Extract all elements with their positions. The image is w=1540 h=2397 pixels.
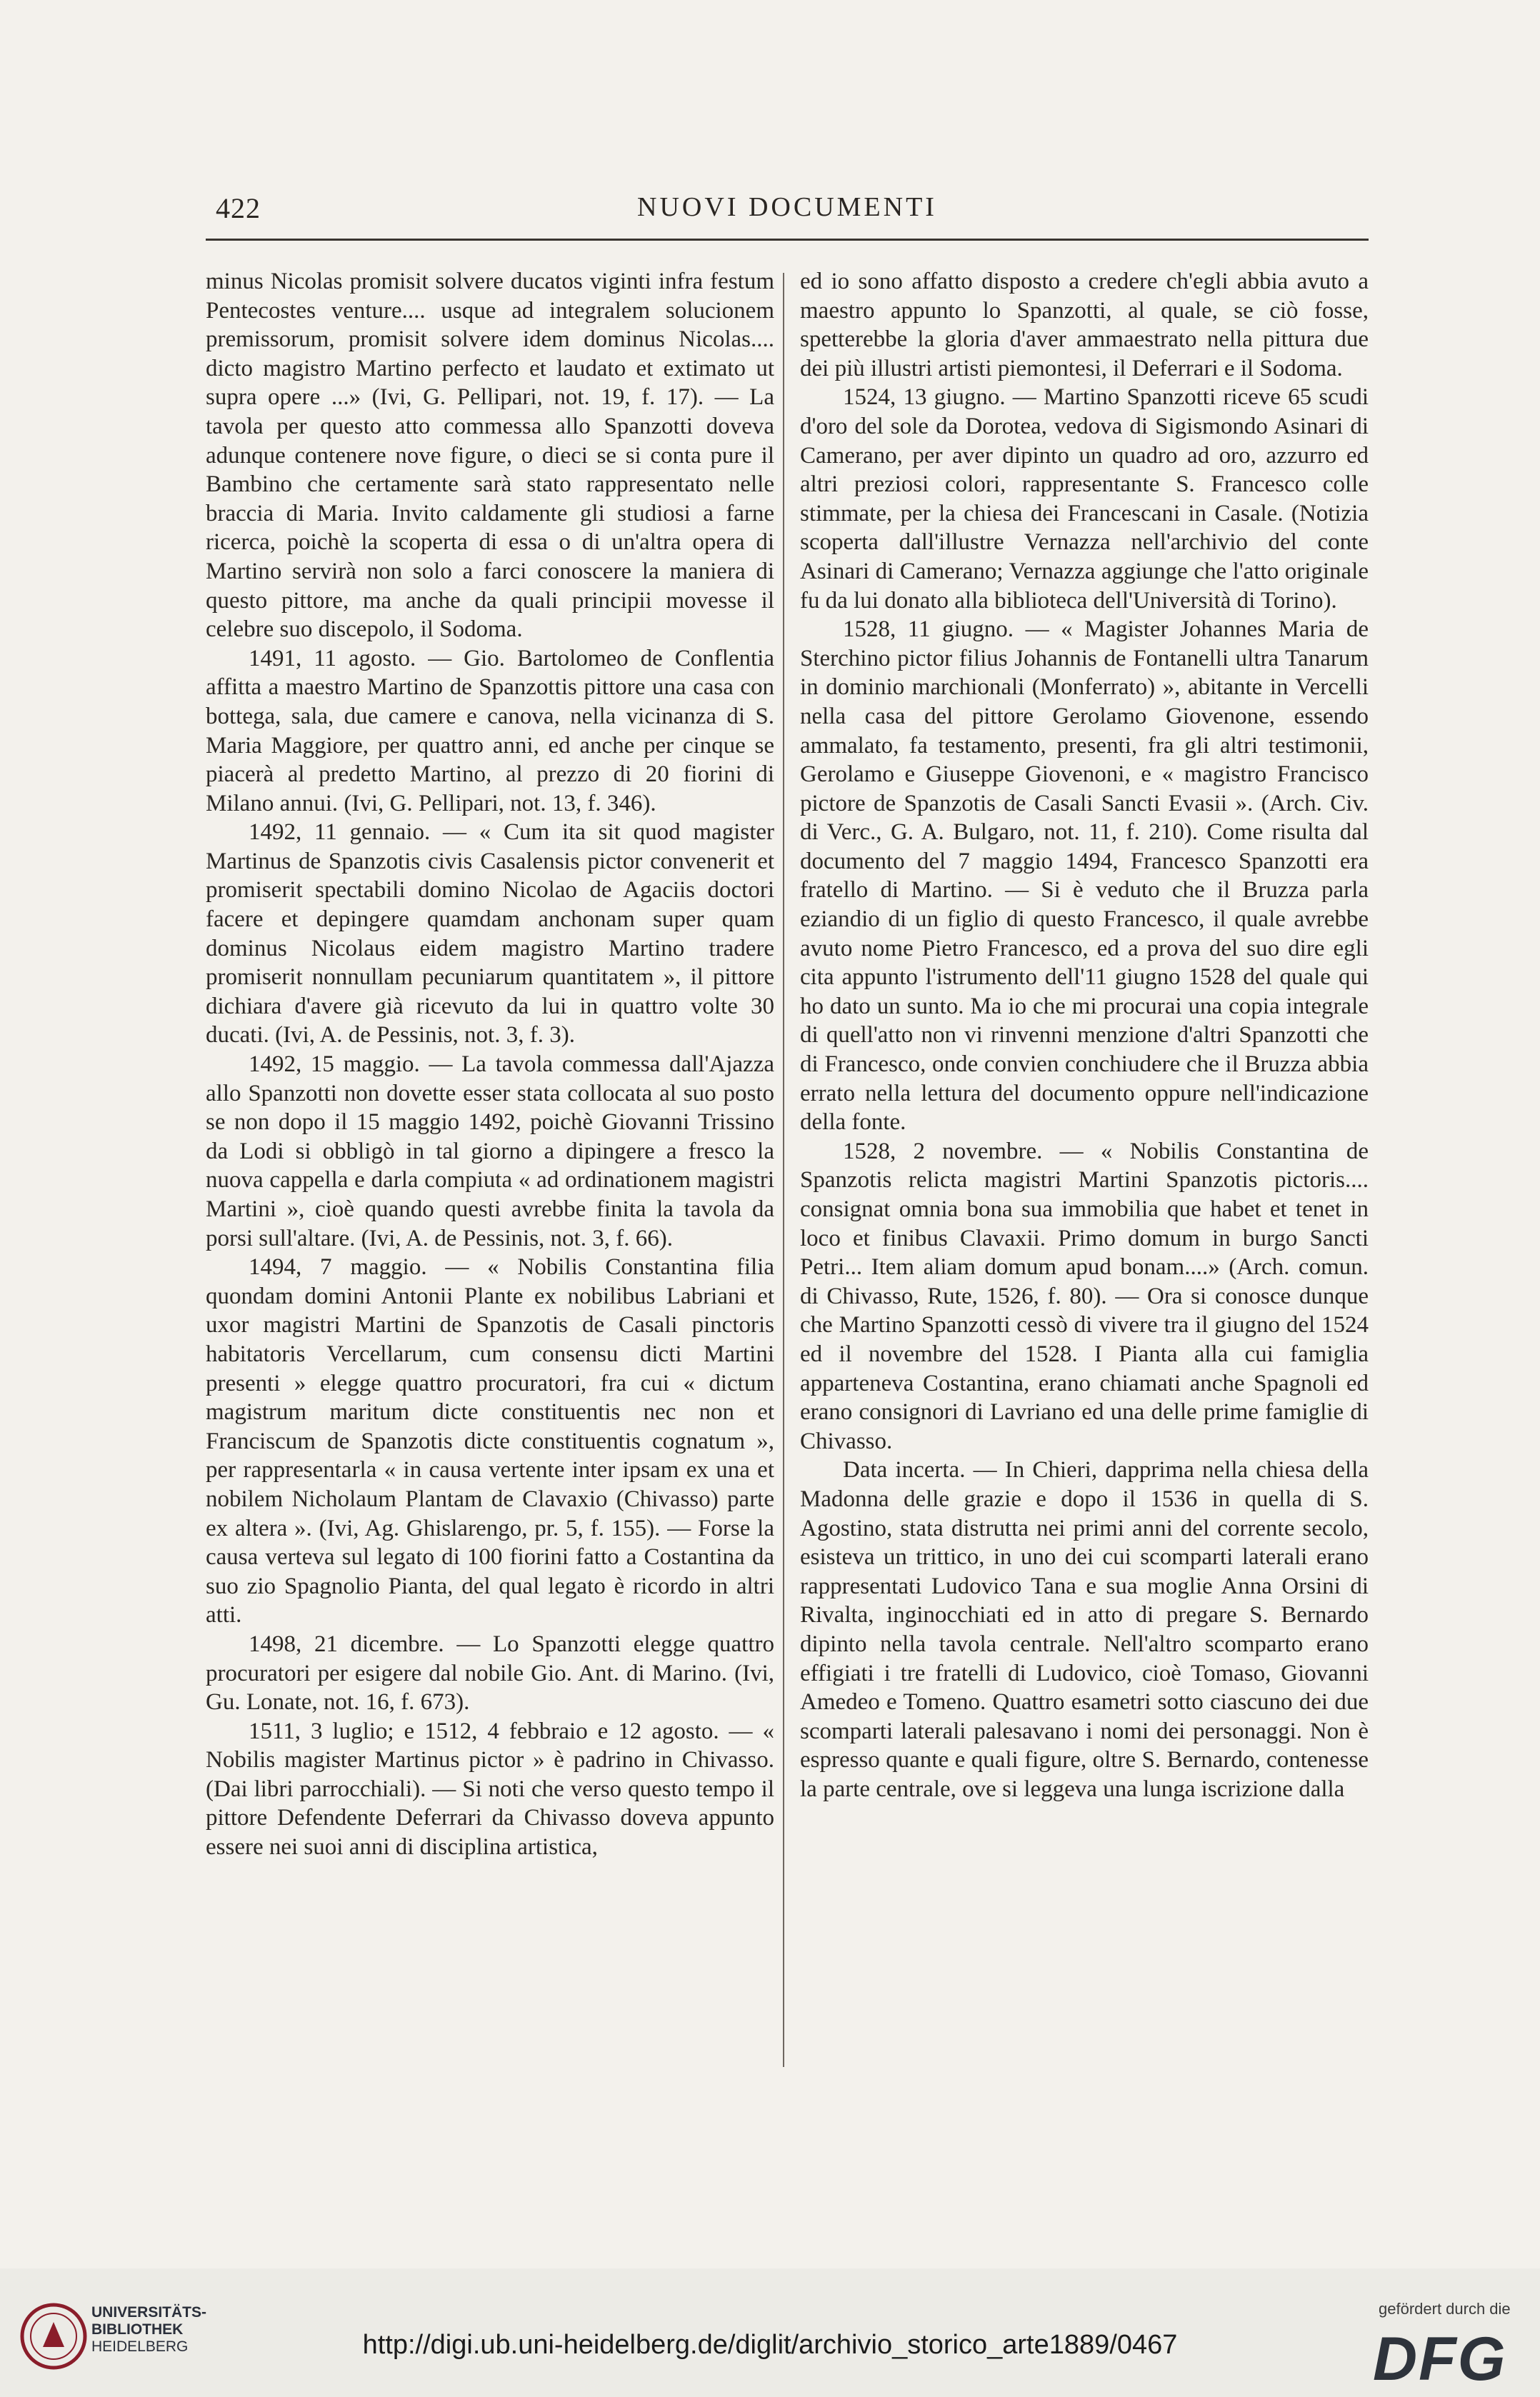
institution-line: HEIDELBERG bbox=[91, 2338, 189, 2355]
paragraph: minus Nicolas promisit solvere ducatos viginti infra festum Pentecostes venture.... usque ad integralem solucionem premissorum, promisit solvere idem dominus Nicolas.... dicto magistro Martino perfecto et laudato et extimato ut supra opere ...» (Ivi, G. Pellipari, not. 19, f. 17). — La tavola per questo atto commessa allo Spanzotti doveva adunque contenere nove figure, o dieci se si conta pure il Bambino che certamente sarà stato rappresentato nelle braccia di Maria. Invito caldamente gli studiosi a farne ricerca, poichè la scoperta di essa o di un'altra opera di Martino servirà non solo a farci conoscere la maniera di questo pittore, ma anche da quali principii movesse il celebre suo discepolo, il Sodoma. bbox=[206, 269, 774, 643]
source-url-link[interactable]: http://digi.ub.uni-heidelberg.de/diglit/archivio_storico_arte1889/0467 bbox=[362, 2330, 1178, 2360]
paragraph: 1528, 11 giugno. — « Magister Johannes Maria de Sterchino pictor filius Johannis de Fontanelli ultra Tanarum in dominio marchionali (Monferrato) », abitante in Vercelli nella casa del pittore Gerolamo Giovenone, essendo ammalato, fa testamento, presenti, fra gli altri testimonii, Gerolamo e Giuseppe Giovenoni, e « magistro Francisco pictore de Spanzotis de Casali Sancti Evasii ». (Arch. Civ. di Verc., G. A. Bulgaro, not. 11, f. 210). Come risulta dal documento del 7 maggio 1494, Francesco Spanzotti era fratello di Martino. — Si è veduto che il Bruzza parla eziandio di un figlio di questo Francesco, il quale avrebbe avuto nome Pietro Francesco, ed a prova del suo dire egli cita appunto l'istrumento dell'11 giugno 1528 del quale qui ho dato un sunto. Ma io che mi procurai una copia integrale di quell'atto non vi rinvenni menzione d'altri Spanzotti che di Francesco, onde convien conchiudere che il Bruzza abbia errato nella lettura del documento oppure nell'indicazione della fonte. bbox=[800, 616, 1369, 1136]
paragraph: 1492, 15 maggio. — La tavola commessa dall'Ajazza allo Spanzotti non dovette esser stata collocata al suo posto se non dopo il 15 maggio 1492, poichè Giovanni Trissino da Lodi si obbligò in tal giorno a dipingere a fresco la nuova cappella e darla compiuta « ad ordinationem magistri Martini », cioè quando questi avrebbe finita la tavola da porsi sull'altare. (Ivi, A. de Pessinis, not. 3, f. 66). bbox=[206, 1051, 774, 1251]
paragraph: 1492, 11 gennaio. — « Cum ita sit quod magister Martinus de Spanzotis civis Casalensis pictor convenerit et promiserit spectabili domino Nicolao de Agaciis doctori facere et depingere quamdam anchonam super quam dominus Nicolaus eidem magistro Martino tradere promiserit nonnullam pecuniarum quantitatem », il pittore dichiara d'avere già ricevuto da lui in quattro volte 30 ducati. (Ivi, A. de Pessinis, not. 3, f. 3). bbox=[206, 819, 774, 1049]
paragraph: Data incerta. — In Chieri, dapprima nella chiesa della Madonna delle grazie e dopo il 1536 in quella di S. Agostino, stata distrutta nei primi anni del corrente secolo, esisteva un trittico, in uno dei cui scomparti laterali erano rappresentati Ludovico Tana e sua moglie Anna Orsini di Rivalta, inginocchiati ed in atto di pregare S. Bernardo dipinto nella tavola centrale. Nell'altro scomparto erano effigiati i tre fratelli di Ludovico, cioè Tomaso, Giovanni Amedeo e Tomeno. Quattro esametri sotto ciascuno dei due scomparti laterali palesavano i nomi dei personaggi. Non è espresso quante e quali figure, oltre S. Bernardo, contenesse la parte centrale, ove si leggeva una lunga iscrizione dalla bbox=[800, 1457, 1369, 1802]
digitization-footer bbox=[0, 2268, 1540, 2397]
paragraph: 1494, 7 maggio. — « Nobilis Constantina filia quondam domini Antonii Plante ex nobilibus Labriani et uxor magistri Martini de Spanzotis de Casali pinctoris habitatoris Vercellarum, cum consensu dicti Martini presenti » elegge quattro procuratori, fra cui « dictum magistrum maritum dicte constituentis nec non et Franciscum de Spanzotis dicte constituentis cognatum », per rappresentarla « in causa vertente inter ipsam ex una et nobilem Nicholaum Plantam de Clavaxio (Chivasso) parte ex altera ». (Ivi, Ag. Ghislarengo, pr. 5, f. 155). — Forse la causa verteva sul legato di 100 fiorini fatto a Costantina da suo zio Spagnolio Pianta, del qual legato è ricordo in altri atti. bbox=[206, 1254, 774, 1628]
institution-line: UNIVERSITÄTS- bbox=[91, 2304, 207, 2321]
paragraph: 1511, 3 luglio; e 1512, 4 febbraio e 12 agosto. — « Nobilis magister Martinus pictor » è padrino in Chivasso. (Dai libri parrocchiali). — Si noti che verso questo tempo il pittore Defendente Deferrari da Chivasso doveva appunto essere nei suoi anni di disciplina artistica, bbox=[206, 1718, 774, 1861]
right-column bbox=[800, 267, 1369, 1803]
page-number: 422 bbox=[216, 192, 261, 224]
paragraph: 1498, 21 dicembre. — Lo Spanzotti elegge quattro procuratori per esigere dal nobile Gio. Ant. di Marino. (Ivi, Gu. Lonate, not. 16, f. 673). bbox=[206, 1631, 774, 1716]
column-divider bbox=[783, 273, 784, 2067]
header-rule bbox=[206, 239, 1369, 241]
funder-note: gefördert durch die bbox=[1379, 2300, 1511, 2318]
dfg-logo: DFG bbox=[1373, 2325, 1507, 2393]
paragraph: 1524, 13 giugno. — Martino Spanzotti riceve 65 scudi d'oro del sole da Dorotea, vedova di Sigismondo Asinari di Camerano, per aver dipinto un quadro ad oro, azzurro ed altri preziosi colori, rappresentante S. Francesco colle stimmate, per la chiesa dei Francescani in Casale. (Notizia scoperta dall'illustre Vernazza nell'archivio del conte Asinari di Camerano; Vernazza aggiunge che l'atto originale fu da lui donato alla biblioteca dell'Università di Torino). bbox=[800, 384, 1369, 614]
page-header bbox=[206, 191, 1369, 234]
paragraph: ed io sono affatto disposto a credere ch'egli abbia avuto a maestro appunto lo Spanzotti, al quale, se ciò fosse, spetterebbe la gloria d'aver ammaestrato nella pittura due dei più illustri artisti piemontesi, il Deferrari e il Sodoma. bbox=[800, 269, 1369, 381]
running-title: NUOVI DOCUMENTI bbox=[637, 192, 937, 222]
left-column bbox=[206, 267, 774, 1862]
institution-line: BIBLIOTHEK bbox=[91, 2321, 184, 2338]
paragraph: 1528, 2 novembre. — « Nobilis Constantina de Spanzotis relicta magistri Martini Spanzotis pictoris.... consignat omnia bona sua immobilia que habet et tenet in loco et finibus Clavaxii. Primo domum in burgo Sancti Petri... Item aliam domum apud bonam....» (Arch. comun. di Chivasso, Rute, 1526, f. 80). — Ora si conosce dunque che Martino Spanzotti cessò di vivere tra il giugno del 1524 ed il novembre del 1528. I Pianta alla cui famiglia apparteneva Costantina, erano chiamati anche Spagnoli ed erano consignori di Lavriano ed una delle prime famiglie di Chivasso. bbox=[800, 1138, 1369, 1454]
paragraph: 1491, 11 agosto. — Gio. Bartolomeo de Conflentia affitta a maestro Martino de Spanzottis pittore una casa con bottega, sala, due camere e canova, nella vicinanza di S. Maria Maggiore, per quattro anni, ed anche per cinque se piacerà al predetto Martino, al prezzo di 20 fiorini di Milano annui. (Ivi, G. Pellipari, not. 13, f. 346). bbox=[206, 645, 774, 816]
